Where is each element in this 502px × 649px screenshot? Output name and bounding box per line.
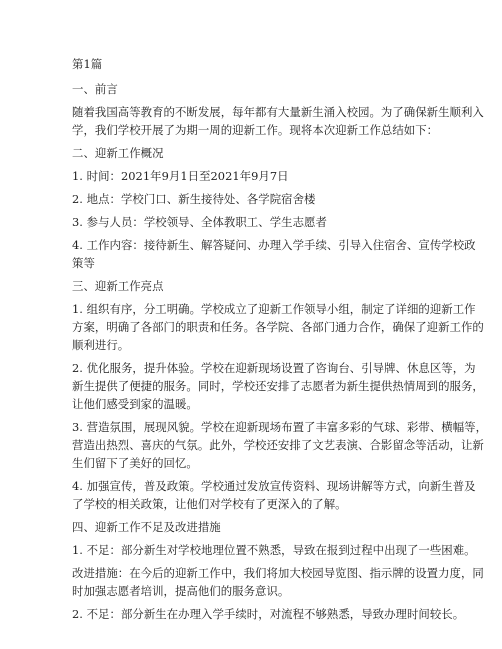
paragraph-line: 学，我们学校开展了为期一周的迎新工作。现将本次迎新工作总结如下： (72, 123, 439, 137)
list-item-shortcoming-1: 1. 不足：部分新生对学校地理位置不熟悉，导致在报到过程中出现了一些困难。 (72, 543, 476, 557)
paragraph-line: 让他们感受到家的温暖。 (72, 397, 198, 411)
paragraph-line: 顺利进行。 (72, 338, 130, 352)
paragraph-line: 了学校的相关政策，让他们对学校有了更深入的了解。 (72, 497, 347, 511)
list-item-content: 4. 工作内容：接待新生、解答疑问、办理入学手续、引导入住宿舍、宣传学校政 (72, 238, 476, 252)
paragraph-line: 生们留下了美好的回忆。 (72, 456, 198, 470)
list-item-service: 2. 优化服务，提升体验。学校在迎新现场设置了咨询台、引导牌、休息区等，为 (72, 361, 476, 375)
list-item-atmosphere: 3. 营造氛围，展现风貌。学校在迎新现场布置了丰富多彩的气球、彩带、横幅等， (72, 420, 488, 434)
heading-preface: 一、前言 (72, 82, 118, 96)
list-item-time: 1. 时间：2021年9月1日至2021年9月7日 (72, 169, 289, 183)
list-item-participants: 3. 参与人员：学校领导、全体教职工、学生志愿者 (72, 215, 327, 229)
paragraph-line: 时加强志愿者培训，提高他们的服务意识。 (72, 584, 290, 598)
paragraph-line: 改进措施：在今后的迎新工作中，我们将加大校园导览图、指示牌的设置力度，同 (72, 566, 484, 580)
heading-overview: 二、迎新工作概况 (72, 146, 164, 160)
list-item-organization: 1. 组织有序，分工明确。学校成立了迎新工作领导小组，制定了详细的迎新工作 (72, 302, 476, 316)
list-item-shortcoming-2: 2. 不足：部分新生在办理入学手续时，对流程不够熟悉，导致办理时间较长。 (72, 607, 465, 621)
paragraph-line: 策等 (72, 256, 95, 270)
list-item-location: 2. 地点：学校门口、新生接待处、各学院宿舍楼 (72, 192, 316, 206)
paragraph-line: 营造出热烈、喜庆的气氛。此外，学校还安排了文艺表演、合影留念等活动，让新 (72, 438, 484, 452)
paragraph-line: 新生提供了便捷的服务。同时，学校还安排了志愿者为新生提供热情周到的服务， (72, 379, 484, 393)
paragraph-line: 随着我国高等教育的不断发展，每年都有大量新生涌入校园。为了确保新生顺利入 (72, 105, 484, 119)
list-item-publicity: 4. 加强宣传，普及政策。学校通过发放宣传资料、现场讲解等方式，向新生普及 (72, 479, 476, 493)
heading-improvements: 四、迎新工作不足及改进措施 (72, 520, 221, 534)
heading-highlights: 三、迎新工作亮点 (72, 279, 164, 293)
section-label: 第1篇 (72, 57, 103, 71)
paragraph-line: 方案，明确了各部门的职责和任务。各学院、各部门通力合作，确保了迎新工作的 (72, 320, 484, 334)
